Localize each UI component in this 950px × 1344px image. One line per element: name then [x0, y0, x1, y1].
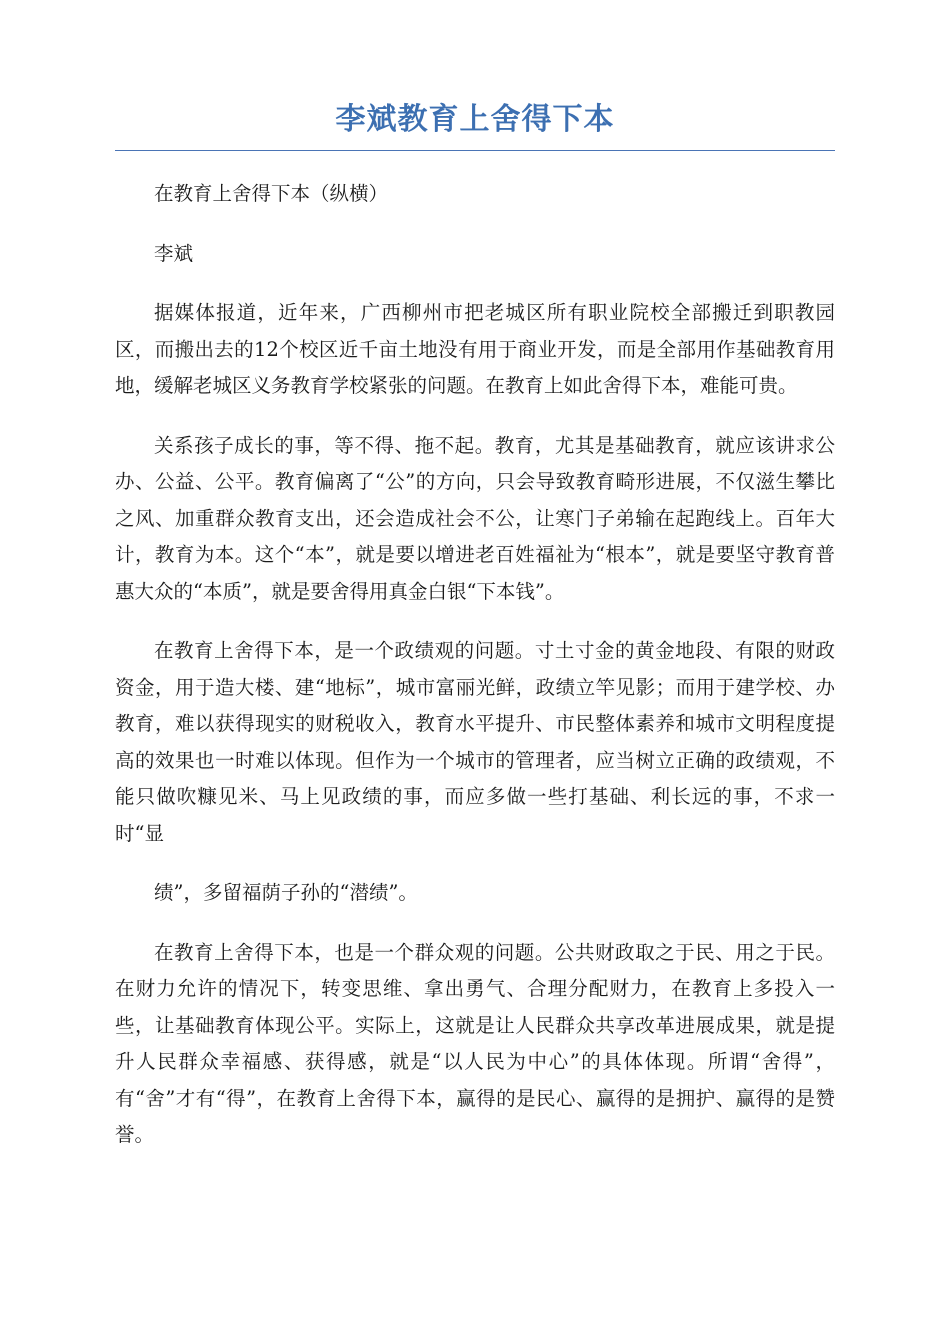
- article-author: 李斌: [154, 241, 194, 265]
- body-paragraph-1: 据媒体报道，近年来，广西柳州市把老城区所有职业院校全部搬迁到职教园区，而搬出去的12个校区近千亩土地没有用于商业开发，而是全部用作基础教育用地，缓解老城区义务教育学校紧张的问题。在教育上如此舍得下本，难能可贵。: [115, 301, 835, 397]
- body-paragraph-4: 绩”，多留福荫子孙的“潜绩”。: [154, 881, 418, 904]
- body-paragraph-3: 在教育上舍得下本，是一个政绩观的问题。寸土寸金的黄金地段、有限的财政资金，用于造大楼、建“地标”，城市富丽光鲜，政绩立竿见影；而用于建学校、办教育，难以获得现实的财税收入，教育水平提升、市民整体素养和城市文明程度提高的效果也一时难以体现。但作为一个城市的管理者，应当树立正确的政绩观，不能只做吹糠见米、马上见政绩的事，而应多做一些打基础、利长远的事，不求一时“显: [115, 639, 835, 845]
- document-page: [115, 100, 835, 1154]
- document-title: 李斌教育上舍得下本: [115, 100, 835, 151]
- body-paragraph-5: 在教育上舍得下本，也是一个群众观的问题。公共财政取之于民、用之于民。在财力允许的情况下，转变思维、拿出勇气、合理分配财力，在教育上多投入一些，让基础教育体现公平。实际上，这就是让人民群众共享改革进展成果，就是提升人民群众幸福感、获得感，就是“以人民为中心”的具体体现。所谓“舍得”，有“舍”才有“得”，在教育上舍得下本，赢得的是民心、赢得的是拥护、赢得的是赞誉。: [115, 940, 835, 1146]
- article-subtitle: 在教育上舍得下本（纵横）: [154, 182, 389, 205]
- body-paragraph-2: 关系孩子成长的事，等不得、拖不起。教育，尤其是基础教育，就应该讲求公办、公益、公平。教育偏离了“公”的方向，只会导致教育畸形进展，不仅滋生攀比之风、加重群众教育支出，还会造成社会不公，让寒门子弟输在起跑线上。百年大计，教育为本。这个“本”，就是要以增进老百姓福祉为“根本”，就是要坚守教育普惠大众的“本质”，就是要舍得用真金白银“下本钱”。: [115, 433, 835, 603]
